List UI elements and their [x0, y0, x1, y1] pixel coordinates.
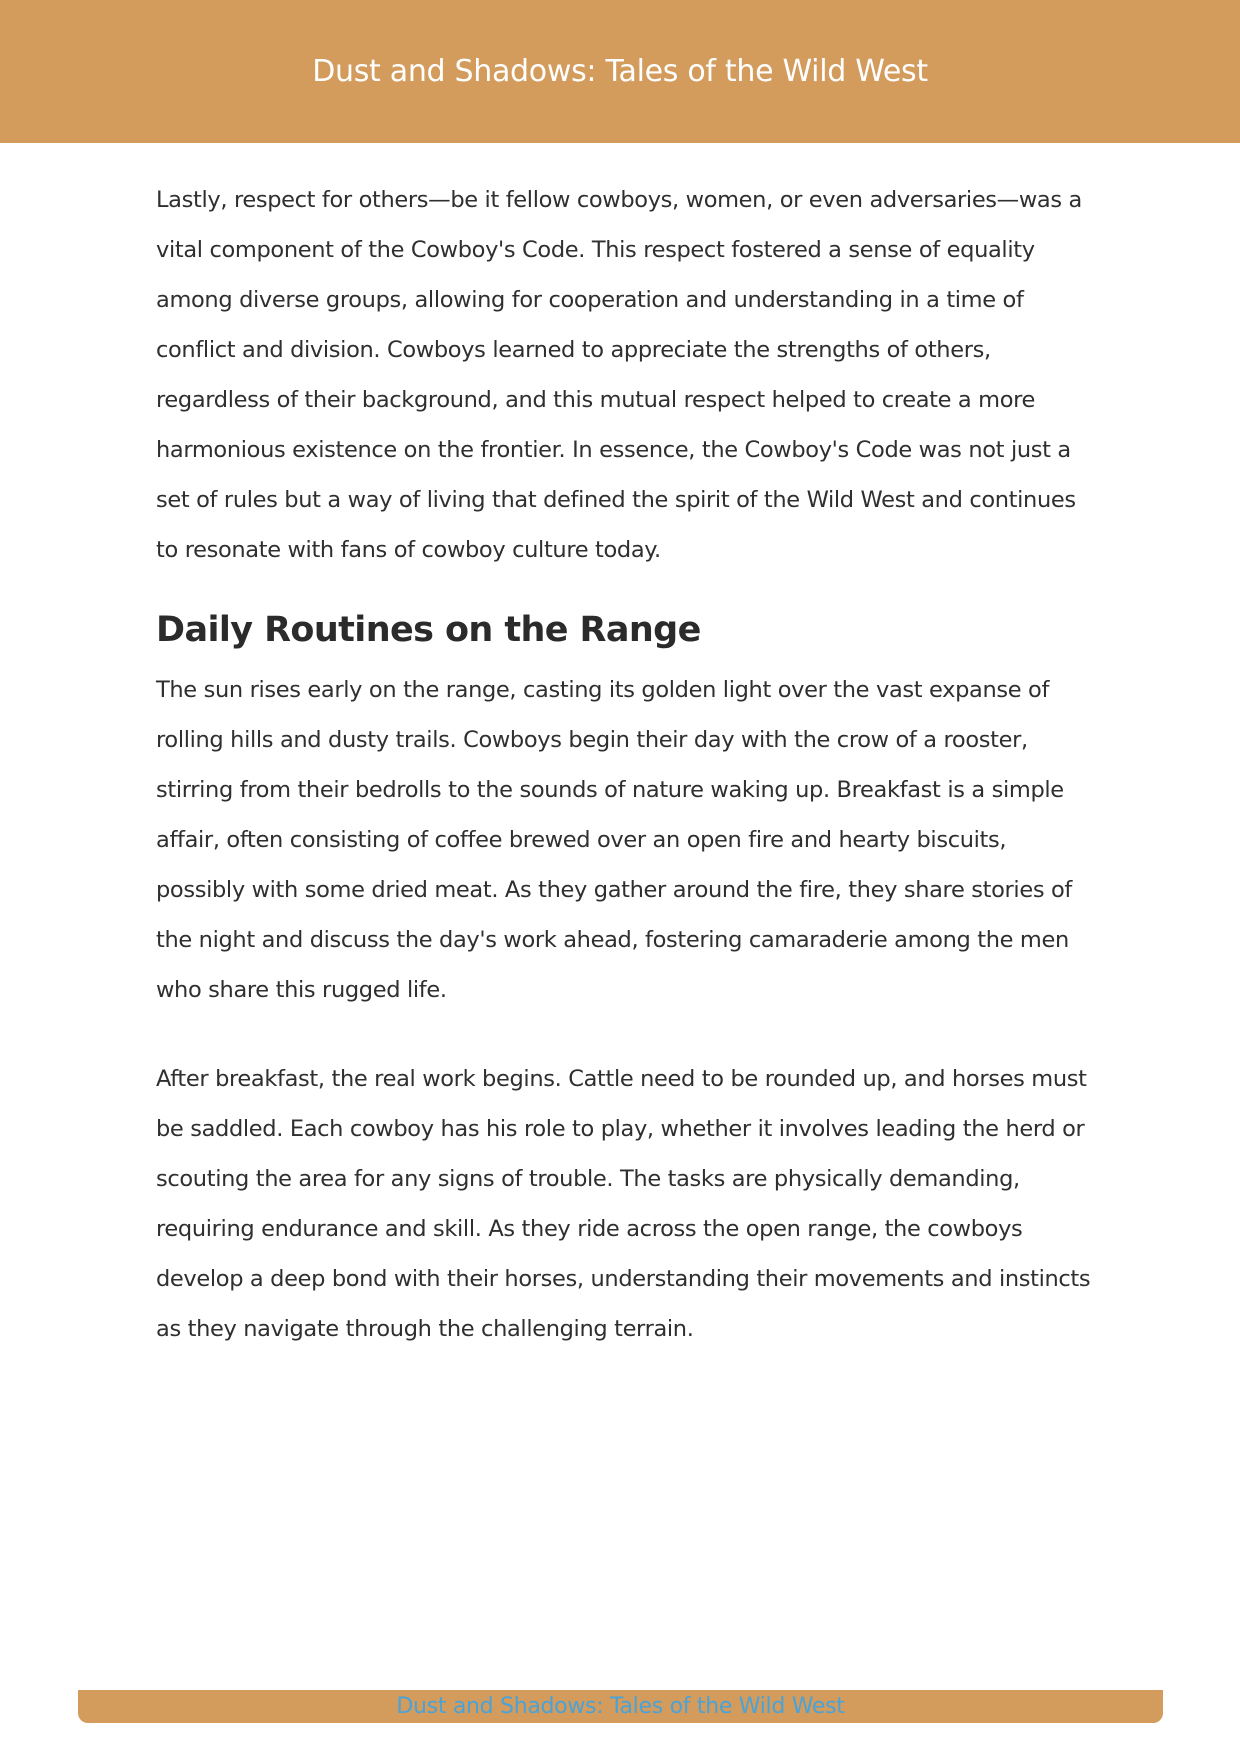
page-footer — [78, 1690, 1163, 1723]
footer-title: Dust and Shadows: Tales of the Wild West — [396, 1694, 845, 1719]
page-header — [0, 0, 1240, 143]
intro-paragraph: Lastly, respect for others—be it fellow cowboys, women, or even adversaries—was a vital component of the Cowboy's Code. This respect fostered a sense of equality among diverse groups, allowing for cooperation and understanding in a time of conflict and division. Cowboys learned to appreciate the strengths of others, regardless of their background, and this mutual respect helped to create a more harmonious existence on the frontier. In essence, the Cowboy's Code was not just a set of rules but a way of living that defined the spirit of the Wild West and continues to resonate with fans of cowboy culture today. — [156, 187, 1082, 563]
book-title: Dust and Shadows: Tales of the Wild West — [312, 54, 928, 89]
body-paragraph-3: After breakfast, the real work begins. Cattle need to be rounded up, and horses must be saddled. Each cowboy has his role to play, whether it involves leading the herd or scouting the area for any signs of trouble. The tasks are physically demanding, requiring endurance and skill. As they ride across the open range, the cowboys develop a deep bond with their horses, understanding their movements and instincts as they navigate through the challenging terrain. — [156, 1066, 1091, 1342]
section-heading: Daily Routines on the Range — [156, 610, 701, 650]
page-content — [156, 175, 1096, 1354]
body-paragraph-2: The sun rises early on the range, casting its golden light over the vast expanse of rolling hills and dusty trails. Cowboys begin their day with the crow of a rooster, stirring from their bedrolls to the sounds of nature waking up. Breakfast is a simple affair, often consisting of coffee brewed over an open fire and hearty biscuits, possibly with some dried meat. As they gather around the fire, they share stories of the night and discuss the day's work ahead, fostering camaraderie among the men who share this rugged life. — [156, 677, 1072, 1003]
